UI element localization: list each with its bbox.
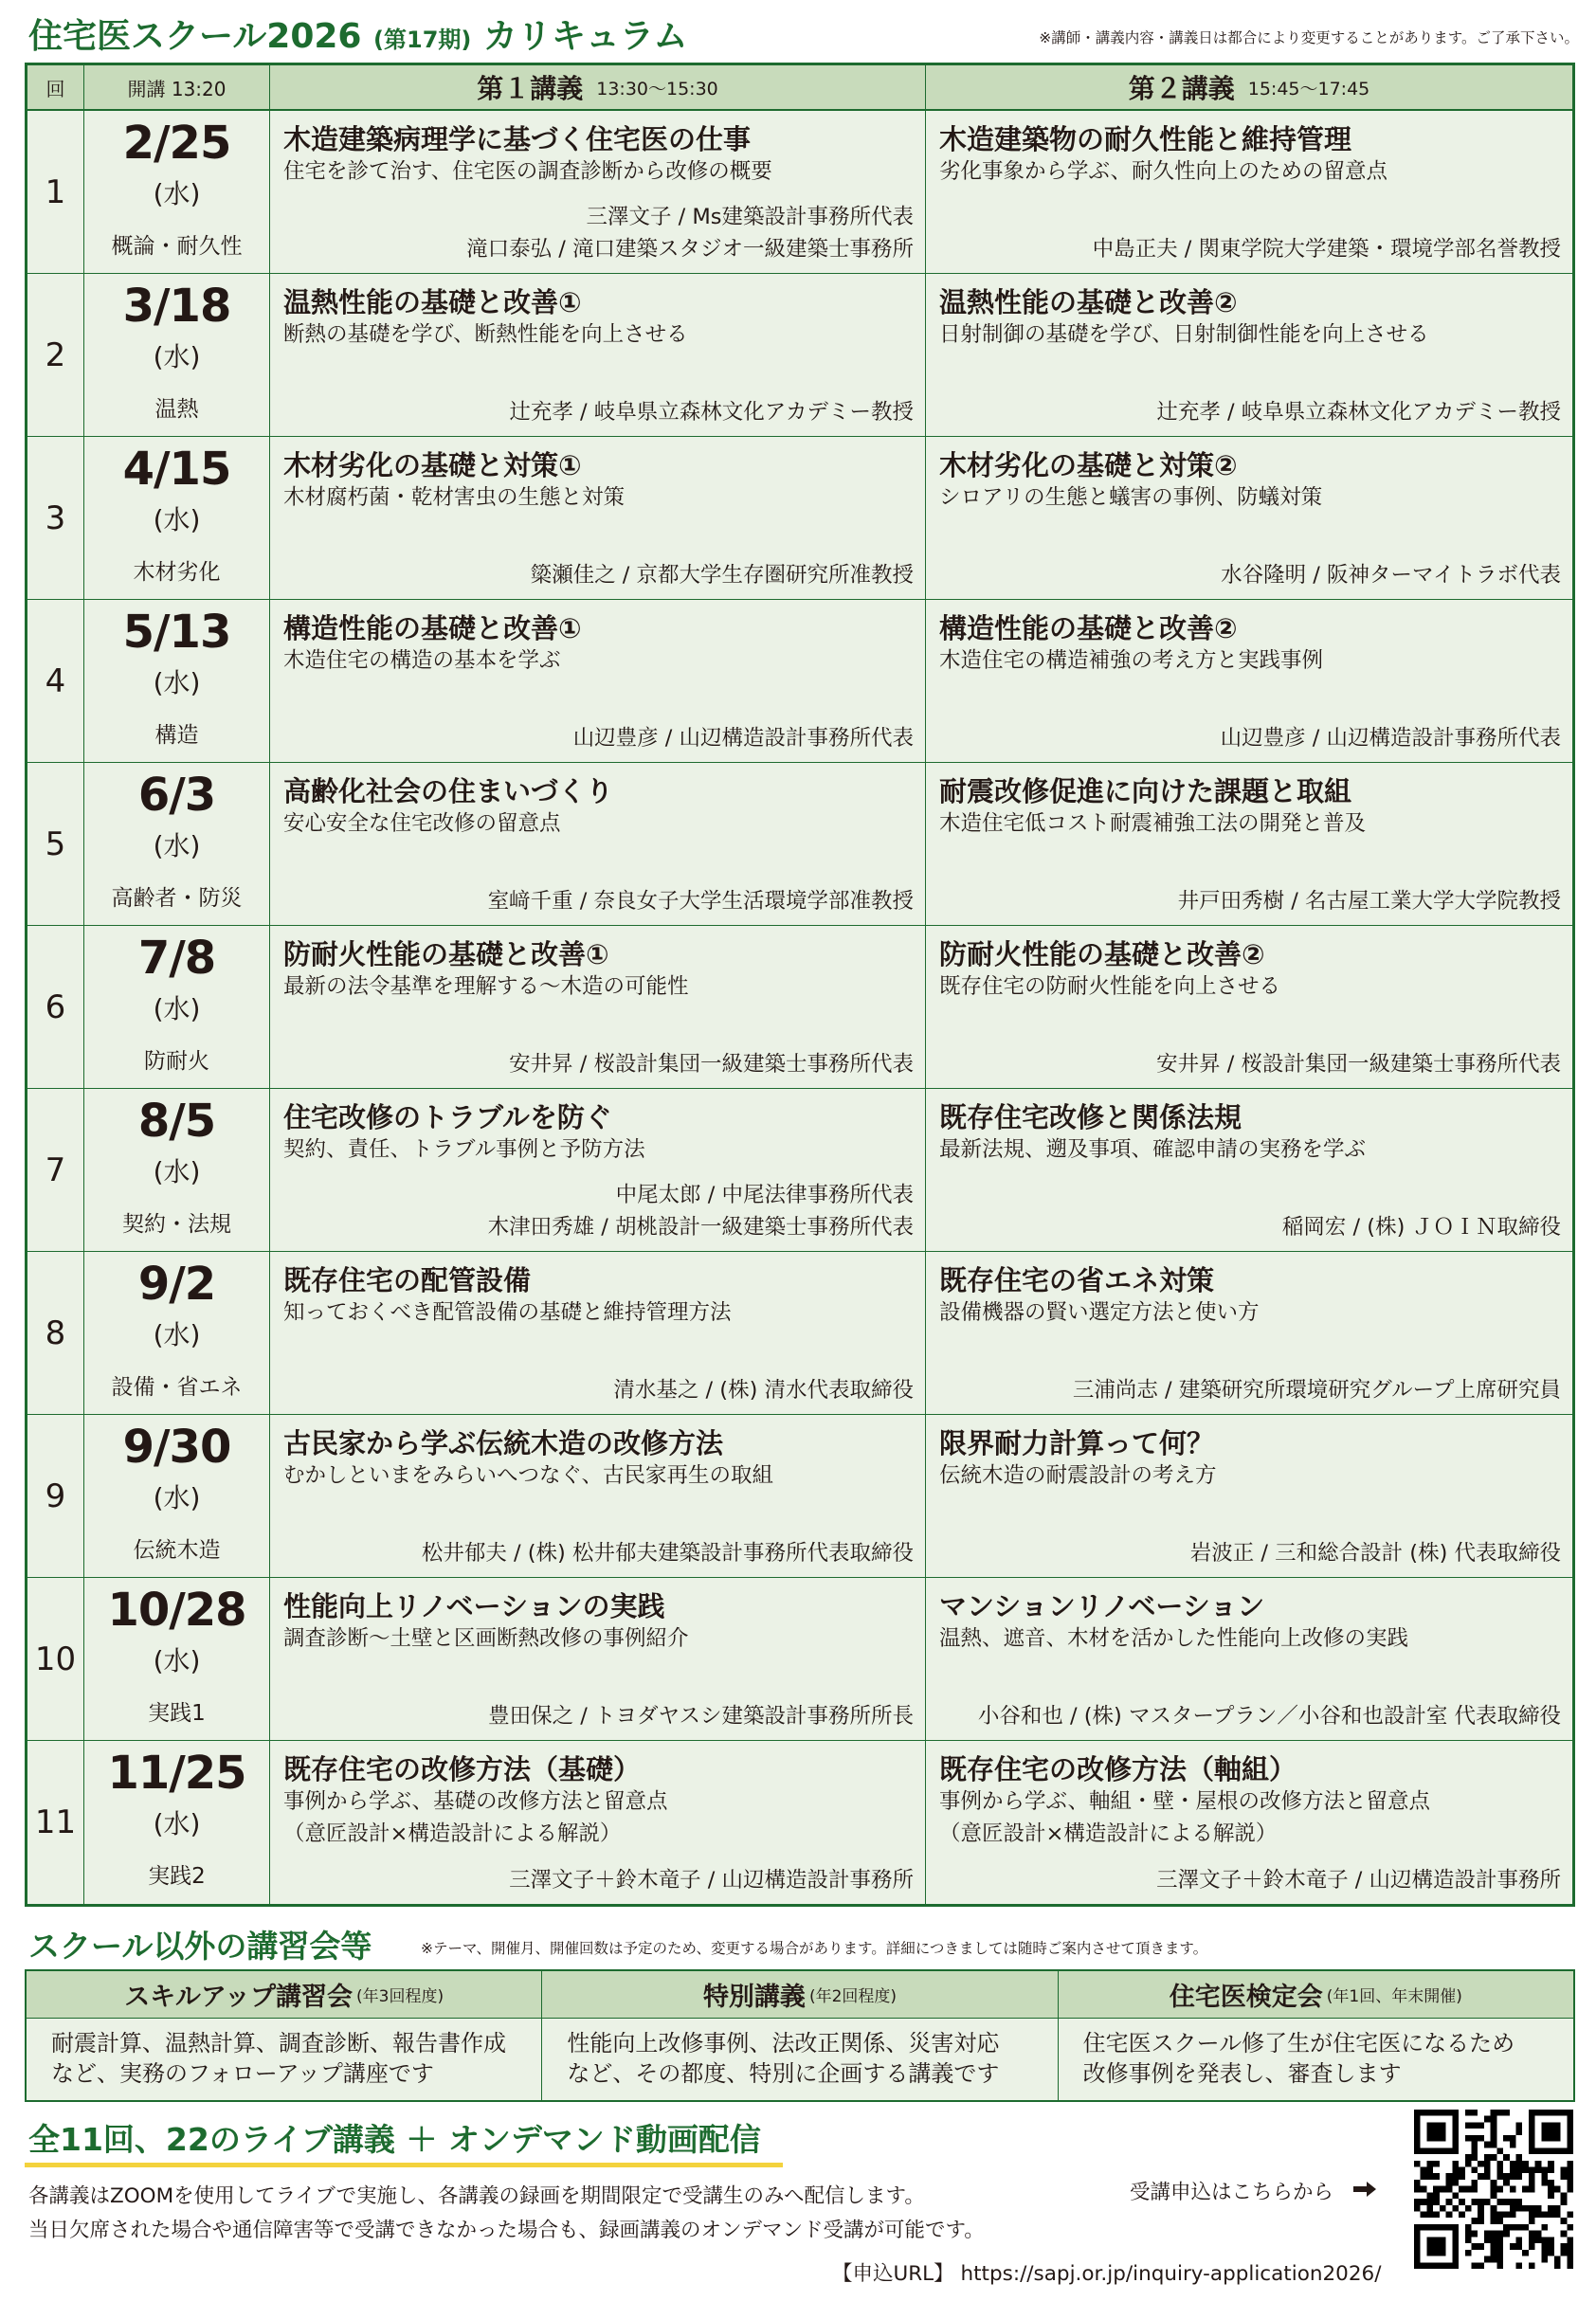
- speaker: 三澤文子＋鈴木竜子 / 山辺構造設計事務所: [1156, 1868, 1561, 1893]
- promo-headline: 全11回、22のライブ講義 ＋ オンデマンド動画配信: [28, 2121, 761, 2158]
- speaker: 水谷隆明 / 阪神ターマイトラボ代表: [1221, 563, 1561, 588]
- lecture-speakers: [1178, 885, 1561, 917]
- header-start-time: 開講 13:20: [84, 65, 270, 109]
- session-theme: 実践1: [148, 1701, 206, 1726]
- session-weekday: (水): [153, 504, 201, 535]
- header-lecture1-time: 13:30〜15:30: [596, 78, 718, 100]
- lecture-speakers: [573, 722, 914, 754]
- lecture-speakers: [509, 1864, 914, 1896]
- lecture-speakers: [509, 1048, 914, 1080]
- lecture-subtitle: 調査診断〜土壁と区画断熱改修の事例紹介: [283, 1626, 689, 1651]
- lecture1-cell: [270, 1741, 926, 1904]
- session-theme: 高齢者・防災: [111, 886, 243, 911]
- seminar-frequency: (年2回程度): [808, 1987, 898, 2006]
- speaker: 山辺豊彦 / 山辺構造設計事務所代表: [1220, 726, 1561, 751]
- curriculum-row: [27, 437, 1572, 600]
- seminar-desc-line: など、実務のフォローアップ講座です: [51, 2060, 434, 2087]
- lecture-subtitle: 設備機器の賢い選定方法と使い方: [939, 1300, 1260, 1325]
- session-date: 7/8: [137, 932, 216, 985]
- speaker: 松井郁夫 / (株) 松井郁夫建築設計事務所代表取締役: [421, 1541, 914, 1566]
- lecture-title: 既存住宅改修と関係法規: [939, 1101, 1242, 1133]
- session-theme: 防耐火: [144, 1049, 209, 1074]
- lecture-subtitle: 温熱、遮音、木材を活かした性能向上改修の実践: [939, 1626, 1409, 1651]
- seminar-name: スキルアップ講習会: [124, 1983, 354, 2012]
- lecture1-cell: [270, 111, 926, 273]
- session-theme: 温熱: [154, 397, 199, 422]
- seminar-column: [1058, 1971, 1573, 2100]
- speaker: 木津田秀雄 / 胡桃設計一級建築士事務所代表: [487, 1215, 914, 1240]
- qr-code-icon[interactable]: [1414, 2110, 1573, 2269]
- session-date: 8/5: [137, 1095, 216, 1148]
- speaker: 稲岡宏 / (株) ＪＯＩＮ取締役: [1281, 1215, 1561, 1240]
- session-date-cell: [84, 926, 270, 1088]
- lecture-speakers: [531, 559, 914, 591]
- lecture-title: 既存住宅の省エネ対策: [939, 1264, 1215, 1296]
- title-row: [28, 6, 1579, 56]
- arrow-right-icon: [1353, 2182, 1376, 2197]
- title-curriculum: カリキュラム: [482, 17, 688, 56]
- lecture-subtitle: 知っておくべき配管設備の基礎と維持管理方法: [283, 1300, 732, 1325]
- session-number: 6: [27, 926, 84, 1088]
- session-weekday: (水): [153, 993, 201, 1024]
- lecture-title: 既存住宅の配管設備: [283, 1264, 532, 1296]
- lecture-subtitle-2: （意匠設計×構造設計による解説）: [283, 1821, 622, 1846]
- session-date: 9/2: [137, 1258, 216, 1311]
- session-number: 2: [27, 274, 84, 436]
- speaker: 井戸田秀樹 / 名古屋工業大学大学院教授: [1177, 889, 1561, 914]
- speaker: 豊田保之 / トヨダヤスシ建築設計事務所所長: [488, 1704, 914, 1729]
- description-line-2: 当日欠席された場合や通信障害等で受講できなかった場合も、録画講義のオンデマンド受講が可能です。: [28, 2219, 985, 2242]
- lecture2-cell: [926, 763, 1572, 925]
- seminar-body: [27, 2019, 541, 2100]
- speaker: 中島正夫 / 関東学院大学建築・環境学部名誉教授: [1092, 237, 1561, 262]
- lecture-subtitle: 断熱の基礎を学び、断熱性能を向上させる: [283, 322, 688, 347]
- lecture-subtitle: 最新法規、遡及事項、確認申請の実務を学ぶ: [939, 1137, 1367, 1162]
- curriculum-row: [27, 274, 1572, 437]
- lecture-speakers: [509, 396, 914, 428]
- speaker: 小谷和也 / (株) マスタープラン／小谷和也設計室 代表取締役: [977, 1704, 1561, 1729]
- session-theme: 実践2: [148, 1864, 206, 1889]
- lecture1-cell: [270, 1578, 926, 1740]
- speaker: 三澤文子＋鈴木竜子 / 山辺構造設計事務所: [509, 1868, 914, 1893]
- lecture-title: 構造性能の基礎と改善②: [939, 612, 1238, 644]
- seminar-body: [542, 2019, 1057, 2100]
- lecture-title: 温熱性能の基礎と改善②: [939, 286, 1238, 318]
- lecture-subtitle: 住宅を診て治す、住宅医の調査診断から改修の概要: [283, 159, 772, 184]
- lecture2-cell: [926, 1741, 1572, 1904]
- session-theme: 木材劣化: [133, 560, 221, 585]
- speaker: 辻充孝 / 岐阜県立森林文化アカデミー教授: [1156, 400, 1561, 425]
- speaker: 岩波正 / 三和総合設計 (株) 代表取締役: [1189, 1541, 1561, 1566]
- lecture-title: 木材劣化の基礎と対策②: [939, 449, 1238, 481]
- seminar-header: [1059, 1971, 1573, 2019]
- lecture2-cell: [926, 1089, 1572, 1251]
- apply-link[interactable]: 受講申込はこちらから: [1130, 2181, 1334, 2204]
- lecture-subtitle: シロアリの生態と蟻害の事例、防蟻対策: [939, 485, 1323, 510]
- lecture-speakers: [488, 885, 914, 917]
- session-date-cell: [84, 600, 270, 762]
- session-date-cell: [84, 1415, 270, 1577]
- header-lecture2-label: 第２講義: [1128, 73, 1235, 104]
- curriculum-row: [27, 1578, 1572, 1741]
- speaker: 清水基之 / (株) 清水代表取締役: [613, 1378, 914, 1403]
- session-number: 9: [27, 1415, 84, 1577]
- speaker: 室﨑千重 / 奈良女子大学生活環境学部准教授: [487, 889, 914, 914]
- session-date-cell: [84, 1741, 270, 1904]
- lecture1-cell: [270, 600, 926, 762]
- lecture-subtitle: 事例から学ぶ、基礎の改修方法と留意点: [283, 1789, 668, 1814]
- curriculum-row: [27, 1415, 1572, 1578]
- lecture-title: 温熱性能の基礎と改善①: [283, 286, 582, 318]
- seminar-body: [1059, 2019, 1573, 2100]
- lecture-speakers: [466, 201, 914, 265]
- header-lecture2: [926, 65, 1572, 109]
- lecture-subtitle: 劣化事象から学ぶ、耐久性向上のための留意点: [939, 159, 1387, 184]
- speaker: 三浦尚志 / 建築研究所環境研究グループ上席研究員: [1072, 1378, 1561, 1403]
- other-seminars-note: ※テーマ、開催月、開催回数は予定のため、変更する場合があります。詳細につきましては随時ご案内させて頂きます。: [421, 1940, 1208, 1957]
- lecture1-cell: [270, 1252, 926, 1414]
- lecture-subtitle: 事例から学ぶ、軸組・壁・屋根の改修方法と留意点: [939, 1789, 1430, 1814]
- lecture-speakers: [1093, 233, 1561, 265]
- lecture-title: マンションリノベーション: [939, 1590, 1265, 1622]
- seminar-desc-line: など、その都度、特別に企画する講義です: [567, 2060, 1000, 2087]
- speaker: 滝口泰弘 / 滝口建築スタジオ一級建築士事務所: [466, 237, 914, 262]
- lecture-speakers: [1073, 1374, 1561, 1406]
- lecture1-cell: [270, 1089, 926, 1251]
- seminar-name: 特別講義: [702, 1983, 806, 2012]
- lecture-title: 構造性能の基礎と改善①: [283, 612, 582, 644]
- header-lecture1: [270, 65, 926, 109]
- lecture-speakers: [613, 1374, 914, 1406]
- seminar-name: 住宅医検定会: [1169, 1983, 1323, 2012]
- session-date: 9/30: [122, 1421, 231, 1474]
- session-date-cell: [84, 437, 270, 599]
- session-weekday: (水): [153, 1482, 201, 1513]
- lecture-speakers: [422, 1537, 914, 1569]
- session-weekday: (水): [153, 1156, 201, 1187]
- curriculum-row: [27, 111, 1572, 274]
- lecture-speakers: [1221, 722, 1561, 754]
- seminar-desc-line: 改修事例を発表し、審査します: [1082, 2060, 1402, 2087]
- lecture-speakers: [1156, 1048, 1561, 1080]
- lecture1-cell: [270, 926, 926, 1088]
- session-weekday: (水): [153, 178, 201, 209]
- seminar-column: [27, 1971, 541, 2100]
- change-notice: ※講師・講義内容・講義日は都合により変更することがあります。ご了承下さい。: [1039, 29, 1579, 46]
- lecture-title: 木材劣化の基礎と対策①: [283, 449, 582, 481]
- lecture-subtitle: むかしといまをみらいへつなぐ、古民家再生の取組: [283, 1463, 774, 1488]
- session-theme: 構造: [154, 723, 199, 748]
- session-theme: 概論・耐久性: [111, 234, 243, 259]
- session-weekday: (水): [153, 830, 201, 861]
- lecture-speakers: [1190, 1537, 1561, 1569]
- lecture-subtitle: 既存住宅の防耐火性能を向上させる: [939, 974, 1281, 999]
- speaker: 辻充孝 / 岐阜県立森林文化アカデミー教授: [509, 400, 914, 425]
- table-header: [27, 65, 1572, 111]
- description-line-1: 各講義はZOOMを使用してライブで実施し、各講義の録画を期間限定で受講生のみへ配信します。: [28, 2184, 925, 2208]
- session-weekday: (水): [153, 1645, 201, 1676]
- session-number: 8: [27, 1252, 84, 1414]
- speaker: 簗瀬佳之 / 京都大学生存圏研究所准教授: [530, 563, 914, 588]
- lecture2-cell: [926, 1415, 1572, 1577]
- lecture-speakers: [488, 1700, 914, 1732]
- lecture-subtitle: 契約、責任、トラブル事例と予防方法: [283, 1137, 645, 1162]
- session-date-cell: [84, 763, 270, 925]
- session-date-cell: [84, 1578, 270, 1740]
- lecture-subtitle: 木造住宅の構造補強の考え方と実践事例: [939, 648, 1324, 673]
- speaker: 中尾太郎 / 中尾法律事務所代表: [615, 1183, 914, 1207]
- header-num: 回: [27, 65, 84, 109]
- lecture2-cell: [926, 1252, 1572, 1414]
- application-url[interactable]: 【申込URL】 https://sapj.or.jp/inquiry-application2026/: [832, 2262, 1382, 2286]
- seminar-frequency: (年3回程度): [356, 1987, 444, 2006]
- seminar-header: [542, 1971, 1057, 2019]
- seminar-frequency: (年1回、年末開催): [1326, 1987, 1462, 2006]
- other-seminars-table: [25, 1969, 1575, 2102]
- session-date: 11/25: [107, 1747, 246, 1800]
- lecture-title: 限界耐力計算って何？: [939, 1427, 1215, 1459]
- session-weekday: (水): [153, 341, 201, 372]
- curriculum-row: [27, 926, 1572, 1089]
- lecture1-cell: [270, 437, 926, 599]
- lecture-title: 耐震改修促進に向けた課題と取組: [939, 775, 1352, 807]
- session-date: 2/25: [122, 117, 231, 170]
- title-main: 住宅医スクール2026: [28, 17, 362, 56]
- speaker: 安井昇 / 桜設計集団一級建築士事務所代表: [1156, 1052, 1561, 1077]
- speaker: 山辺豊彦 / 山辺構造設計事務所代表: [572, 726, 914, 751]
- lecture-speakers: [978, 1700, 1561, 1732]
- lecture2-cell: [926, 437, 1572, 599]
- curriculum-row: [27, 763, 1572, 926]
- title-term: (第17期): [373, 27, 472, 53]
- session-theme: 伝統木造: [133, 1538, 221, 1563]
- lecture1-cell: [270, 1415, 926, 1577]
- seminar-column: [541, 1971, 1057, 2100]
- speaker: 安井昇 / 桜設計集団一級建築士事務所代表: [509, 1052, 914, 1077]
- lecture2-cell: [926, 1578, 1572, 1740]
- session-weekday: (水): [153, 667, 201, 698]
- lecture-title: 住宅改修のトラブルを防ぐ: [283, 1101, 612, 1133]
- curriculum-row: [27, 1089, 1572, 1252]
- header-lecture2-time: 15:45〜17:45: [1247, 78, 1370, 100]
- session-weekday: (水): [153, 1808, 201, 1839]
- lecture-subtitle: 日射制御の基礎を学び、日射制御性能を向上させる: [939, 322, 1429, 347]
- session-date: 5/13: [122, 606, 231, 659]
- lecture2-cell: [926, 274, 1572, 436]
- session-date: 6/3: [137, 769, 216, 822]
- session-date-cell: [84, 1252, 270, 1414]
- lecture-subtitle-2: （意匠設計×構造設計による解説）: [939, 1821, 1278, 1846]
- seminar-header: [27, 1971, 541, 2019]
- session-number: 5: [27, 763, 84, 925]
- page-title: [28, 9, 688, 58]
- lecture-title: 性能向上リノベーションの実践: [283, 1590, 665, 1622]
- session-weekday: (水): [153, 1319, 201, 1350]
- lecture-speakers: [1156, 1864, 1561, 1896]
- session-number: 4: [27, 600, 84, 762]
- seminar-desc-line: 耐震計算、温熱計算、調査診断、報告書作成: [51, 2030, 506, 2056]
- session-number: 11: [27, 1741, 84, 1904]
- seminar-desc-line: 住宅医スクール修了生が住宅医になるため: [1082, 2030, 1515, 2056]
- session-number: 7: [27, 1089, 84, 1251]
- session-date: 3/18: [122, 280, 231, 333]
- lecture-subtitle: 伝統木造の耐震設計の考え方: [939, 1463, 1217, 1488]
- lecture-subtitle: 木材腐朽菌・乾材害虫の生態と対策: [283, 485, 626, 510]
- session-date-cell: [84, 111, 270, 273]
- lecture2-cell: [926, 926, 1572, 1088]
- session-theme: 設備・省エネ: [111, 1375, 243, 1400]
- lecture-title: 既存住宅の改修方法（軸組）: [939, 1753, 1297, 1785]
- lecture-title: 防耐火性能の基礎と改善①: [283, 938, 609, 970]
- curriculum-row: [27, 1741, 1572, 1904]
- lecture2-cell: [926, 111, 1572, 273]
- lecture-subtitle: 木造住宅の構造の基本を学ぶ: [283, 648, 561, 673]
- lecture-title: 木造建築病理学に基づく住宅医の仕事: [283, 123, 752, 155]
- lecture-title: 古民家から学ぶ伝統木造の改修方法: [283, 1427, 724, 1459]
- session-date-cell: [84, 1089, 270, 1251]
- lecture-title: 高齢化社会の住まいづくり: [283, 775, 614, 807]
- seminar-desc-line: 性能向上改修事例、法改正関係、災害対応: [567, 2030, 1000, 2056]
- lecture-speakers: [1221, 559, 1561, 591]
- lecture-speakers: [488, 1179, 914, 1243]
- session-date: 4/15: [122, 443, 231, 496]
- curriculum-row: [27, 600, 1572, 763]
- curriculum-row: [27, 1252, 1572, 1415]
- lecture1-cell: [270, 274, 926, 436]
- session-number: 1: [27, 111, 84, 273]
- curriculum-table: [25, 63, 1575, 1907]
- lecture-speakers: [1282, 1211, 1561, 1243]
- speaker: 三澤文子 / Ms建築設計事務所代表: [586, 205, 914, 229]
- lecture2-cell: [926, 600, 1572, 762]
- other-seminars-title: スクール以外の講習会等: [28, 1928, 372, 1965]
- session-date-cell: [84, 274, 270, 436]
- header-lecture1-label: 第１講義: [477, 73, 584, 104]
- session-date: 10/28: [107, 1584, 246, 1637]
- lecture-subtitle: 安心安全な住宅改修の留意点: [283, 811, 561, 836]
- headline-underline: [25, 2163, 783, 2167]
- lecture1-cell: [270, 763, 926, 925]
- session-number: 3: [27, 437, 84, 599]
- lecture-speakers: [1156, 396, 1561, 428]
- lecture-title: 木造建築物の耐久性能と維持管理: [939, 123, 1352, 155]
- session-theme: 契約・法規: [122, 1212, 231, 1237]
- lecture-title: 防耐火性能の基礎と改善②: [939, 938, 1265, 970]
- session-number: 10: [27, 1578, 84, 1740]
- lecture-subtitle: 木造住宅低コスト耐震補強工法の開発と普及: [939, 811, 1367, 836]
- lecture-title: 既存住宅の改修方法（基礎）: [283, 1753, 642, 1785]
- lecture-subtitle: 最新の法令基準を理解する〜木造の可能性: [283, 974, 689, 999]
